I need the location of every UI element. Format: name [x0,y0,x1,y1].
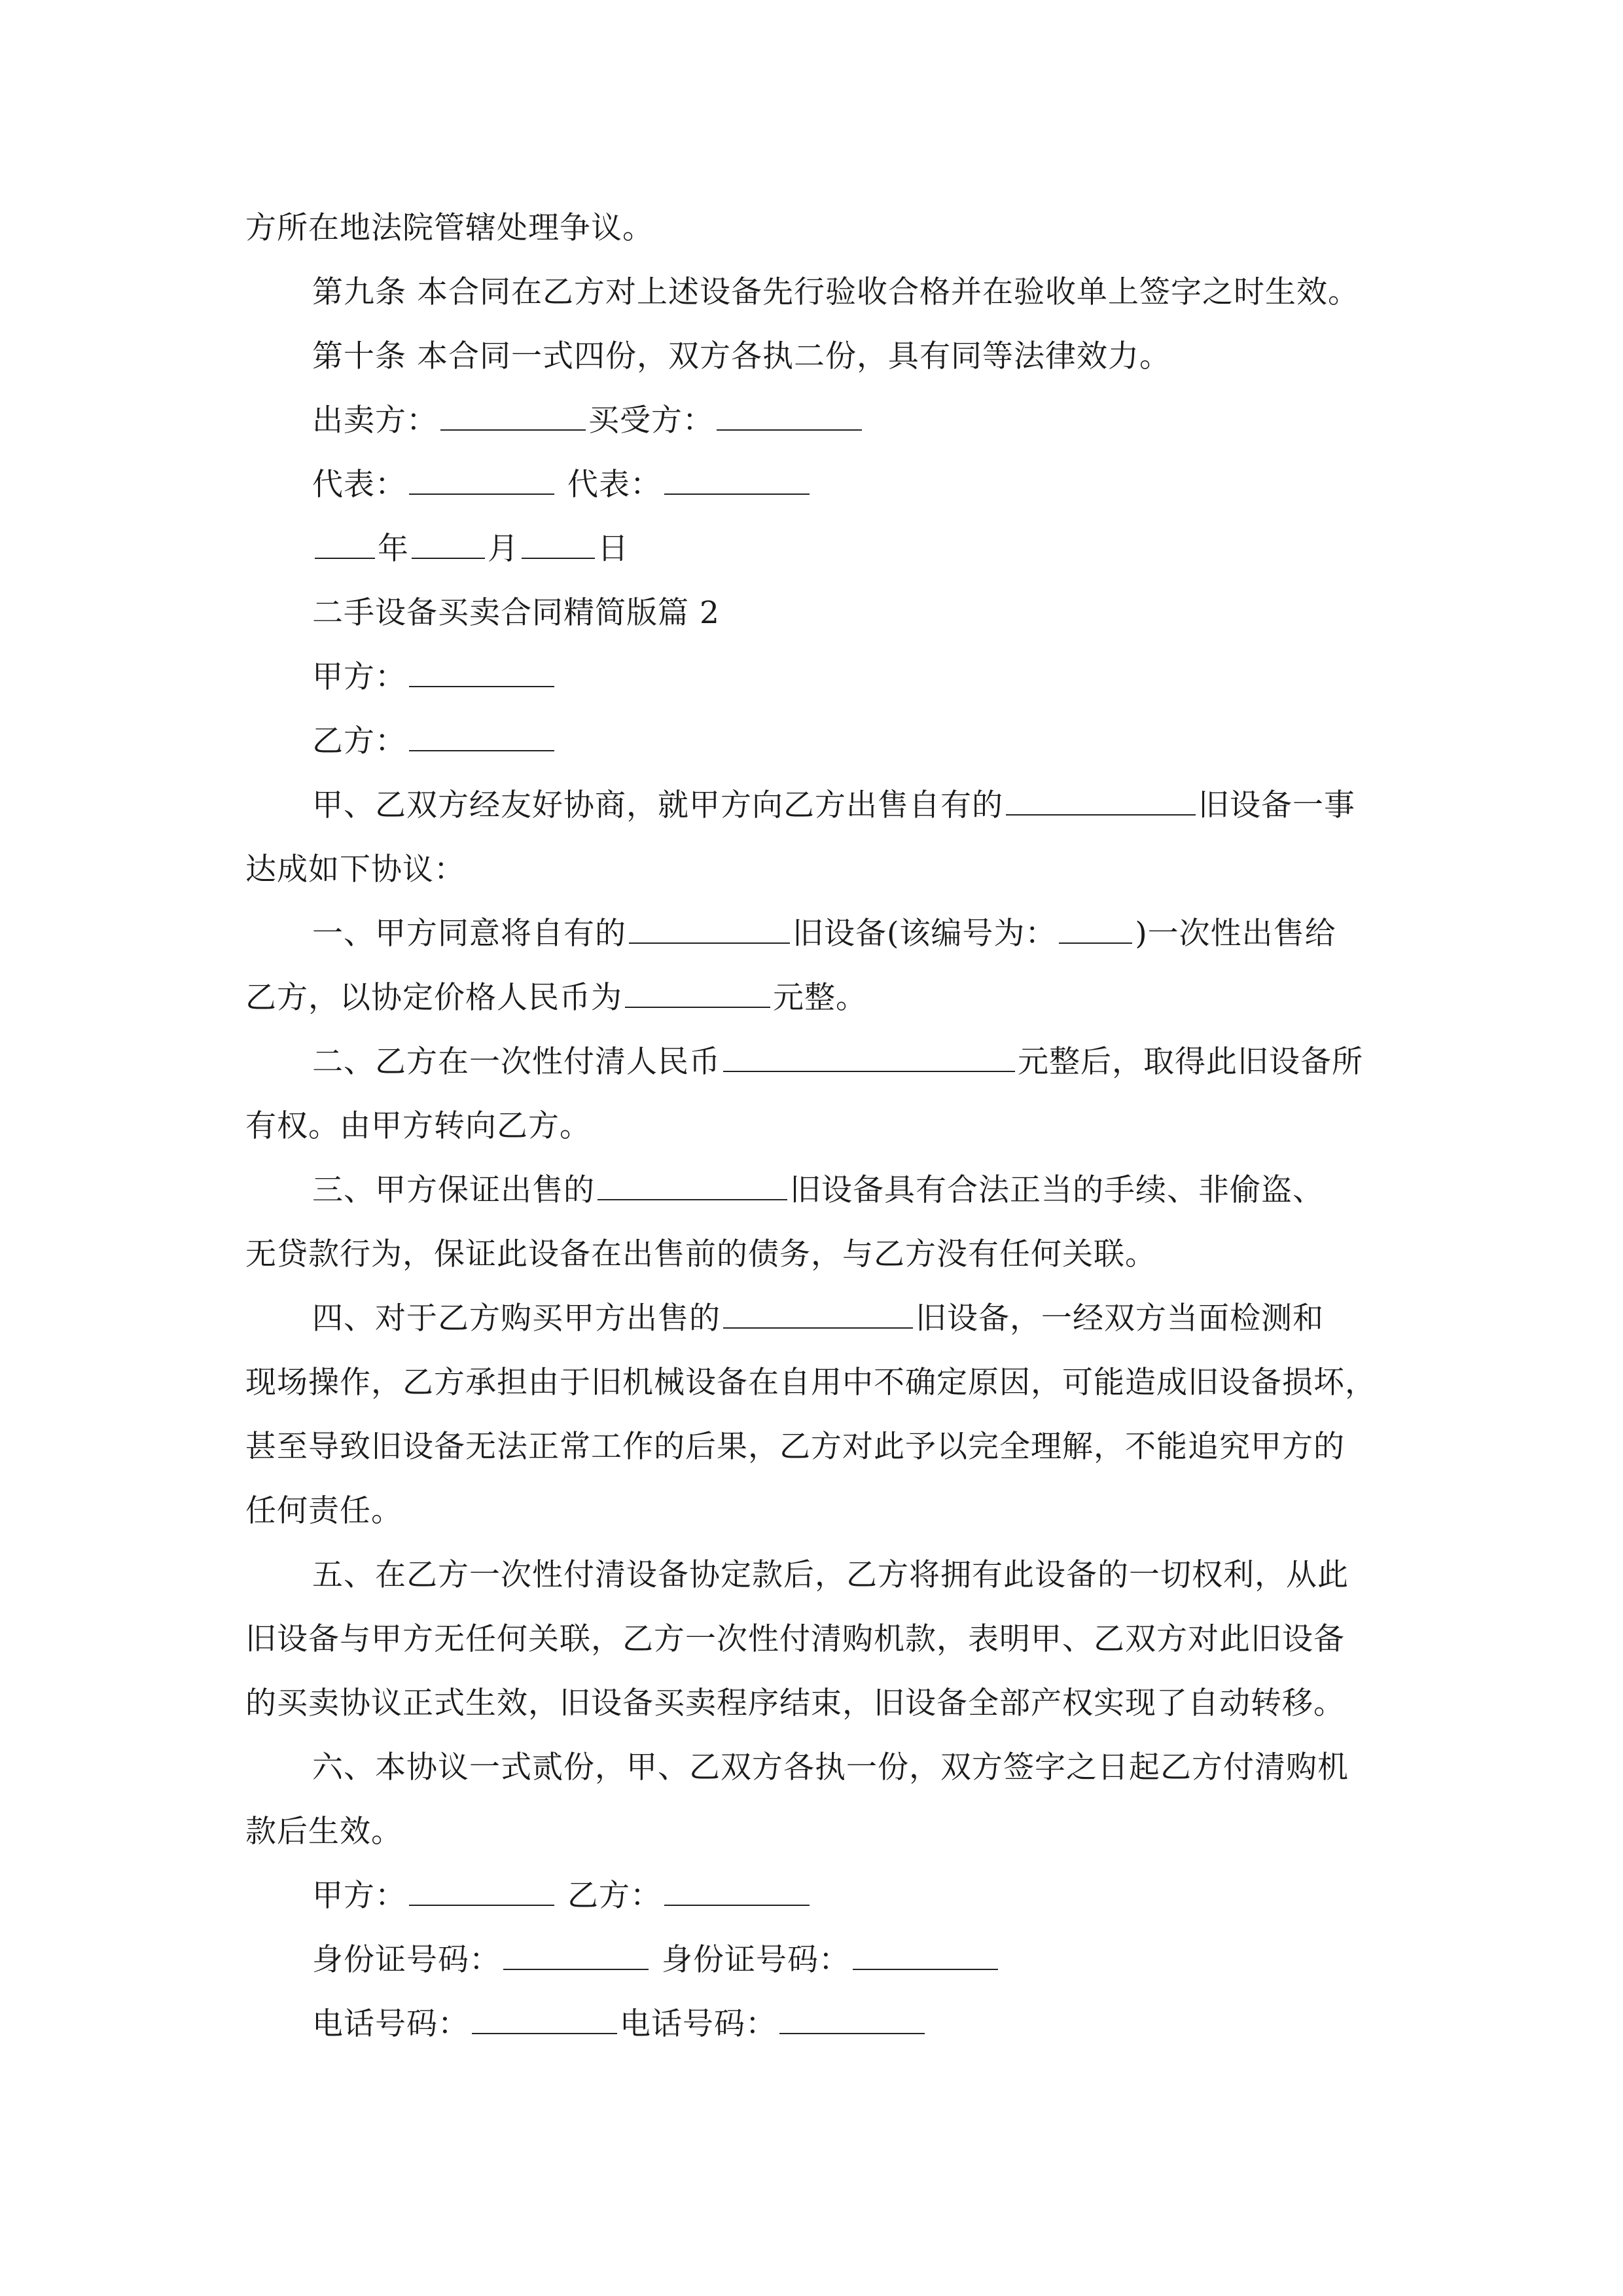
text-line [245,838,1381,902]
text-segment: 方所在地法院管辖处理争议。 [245,210,654,246]
fill-in-blank [1059,908,1132,944]
text-segment: 身份证号码： [312,1942,501,1978]
text-segment: 款后生效。 [245,1814,402,1850]
text-segment: 乙方，以协定价格人民币为 [245,980,622,1016]
fill-in-blank [315,524,375,559]
text-segment: 第九条 本合同在乙方对上述设备先行验收合格并在验收单上签字之时生效。 [312,274,1359,310]
text-line [245,1672,1381,1736]
fill-in-blank [664,1871,810,1906]
text-segment: 甲方： [312,659,406,695]
text-segment: 任何责任。 [245,1493,402,1529]
text-segment: 甲、乙双方经友好协商，就甲方向乙方出售自有的 [312,787,1003,823]
text-segment: 二手设备买卖合同精简版篇 2 [312,595,720,631]
text-segment: 旧设备，一经双方当面检测和 [916,1300,1324,1336]
text-segment: 乙方： [312,723,406,759]
fill-in-blank [597,1165,787,1200]
text-line [245,1800,1381,1864]
text-segment: 买受方： [588,403,714,439]
text-line [245,1992,1381,2056]
fill-in-blank [664,459,810,495]
text-line [245,1736,1381,1800]
text-line [245,1864,1381,1928]
text-line [245,581,1381,645]
text-line [245,1928,1381,1992]
fill-in-blank [412,524,485,559]
fill-in-blank [522,524,595,559]
text-segment: 甚至导致旧设备无法正常工作的后果，乙方对此予以完全理解，不能追究甲方的 [245,1429,1345,1465]
text-line [245,645,1381,709]
text-segment: 旧设备具有合法正当的手续、非偷盗、 [790,1172,1324,1208]
fill-in-blank [779,1999,925,2034]
text-line [245,902,1381,966]
text-line [245,1607,1381,1672]
text-segment: 五、在乙方一次性付清设备协定款后，乙方将拥有此设备的一切权利，从此 [312,1557,1349,1593]
text-segment: 第十条 本合同一式四份，双方各执二份，具有同等法律效力。 [312,338,1171,374]
fill-in-blank [409,652,554,687]
text-segment: 乙方： [557,1878,662,1914]
fill-in-blank [717,395,862,431]
text-segment: 六、本协议一式贰份，甲、乙双方各执一份，双方签字之日起乙方付清购机 [312,1749,1349,1785]
text-segment: 代表： [312,467,406,503]
fill-in-blank [629,908,790,944]
text-line [245,1158,1381,1223]
text-segment: 旧设备与甲方无任何关联，乙方一次性付清购机款，表明甲、乙双方对此旧设备 [245,1621,1345,1657]
text-segment: 的买卖协议正式生效，旧设备买卖程序结束，旧设备全部产权实现了自动转移。 [245,1685,1345,1721]
text-line [245,325,1381,389]
text-segment: 三、甲方保证出售的 [312,1172,595,1208]
text-line [245,1479,1381,1543]
text-segment: 旧设备(该编号为： [793,916,1057,952]
text-line [245,774,1381,838]
text-segment: 二、乙方在一次性付清人民币 [312,1044,721,1080]
text-line [245,517,1381,581]
text-segment: 四、对于乙方购买甲方出售的 [312,1300,721,1336]
fill-in-blank [625,973,770,1008]
text-line [245,453,1381,517]
fill-in-blank [723,1293,913,1329]
fill-in-blank [853,1935,998,1970]
text-segment: 旧设备一事 [1198,787,1355,823]
text-segment: 一、甲方同意将自有的 [312,916,626,952]
text-segment: 月 [488,531,519,567]
text-segment: 甲方： [312,1878,406,1914]
text-segment: 无贷款行为，保证此设备在出售前的债务，与乙方没有任何关联。 [245,1236,1156,1272]
document-body [245,196,1381,2056]
fill-in-blank [409,459,554,495]
text-line [245,1351,1381,1415]
text-segment: 现场操作，乙方承担由于旧机械设备在自用中不确定原因，可能造成旧设备损坏， [245,1365,1376,1401]
fill-in-blank [503,1935,649,1970]
text-line [245,966,1381,1030]
text-line [245,1415,1381,1479]
fill-in-blank [1006,780,1196,816]
fill-in-blank [723,1037,1015,1072]
text-line [245,260,1381,325]
fill-in-blank [409,716,554,751]
text-segment: 出卖方： [312,403,438,439]
fill-in-blank [472,1999,617,2034]
text-line [245,709,1381,774]
text-segment: 元整。 [773,980,867,1016]
text-segment: )一次性出售给 [1135,916,1336,952]
text-line [245,389,1381,453]
fill-in-blank [440,395,586,431]
text-line [245,1223,1381,1287]
text-segment: 身份证号码： [651,1942,850,1978]
text-line [245,1094,1381,1158]
text-segment: 代表： [557,467,662,503]
text-segment: 电话号码： [620,2006,777,2042]
fill-in-blank [409,1871,554,1906]
text-segment: 年 [378,531,409,567]
text-segment: 有权。由甲方转向乙方。 [245,1108,591,1144]
text-segment: 元整后，取得此旧设备所 [1018,1044,1363,1080]
text-segment: 日 [597,531,629,567]
text-line [245,1543,1381,1607]
text-segment: 电话号码： [312,2006,469,2042]
text-line [245,196,1381,260]
text-segment: 达成如下协议： [245,852,465,888]
text-line [245,1287,1381,1351]
text-line [245,1030,1381,1094]
